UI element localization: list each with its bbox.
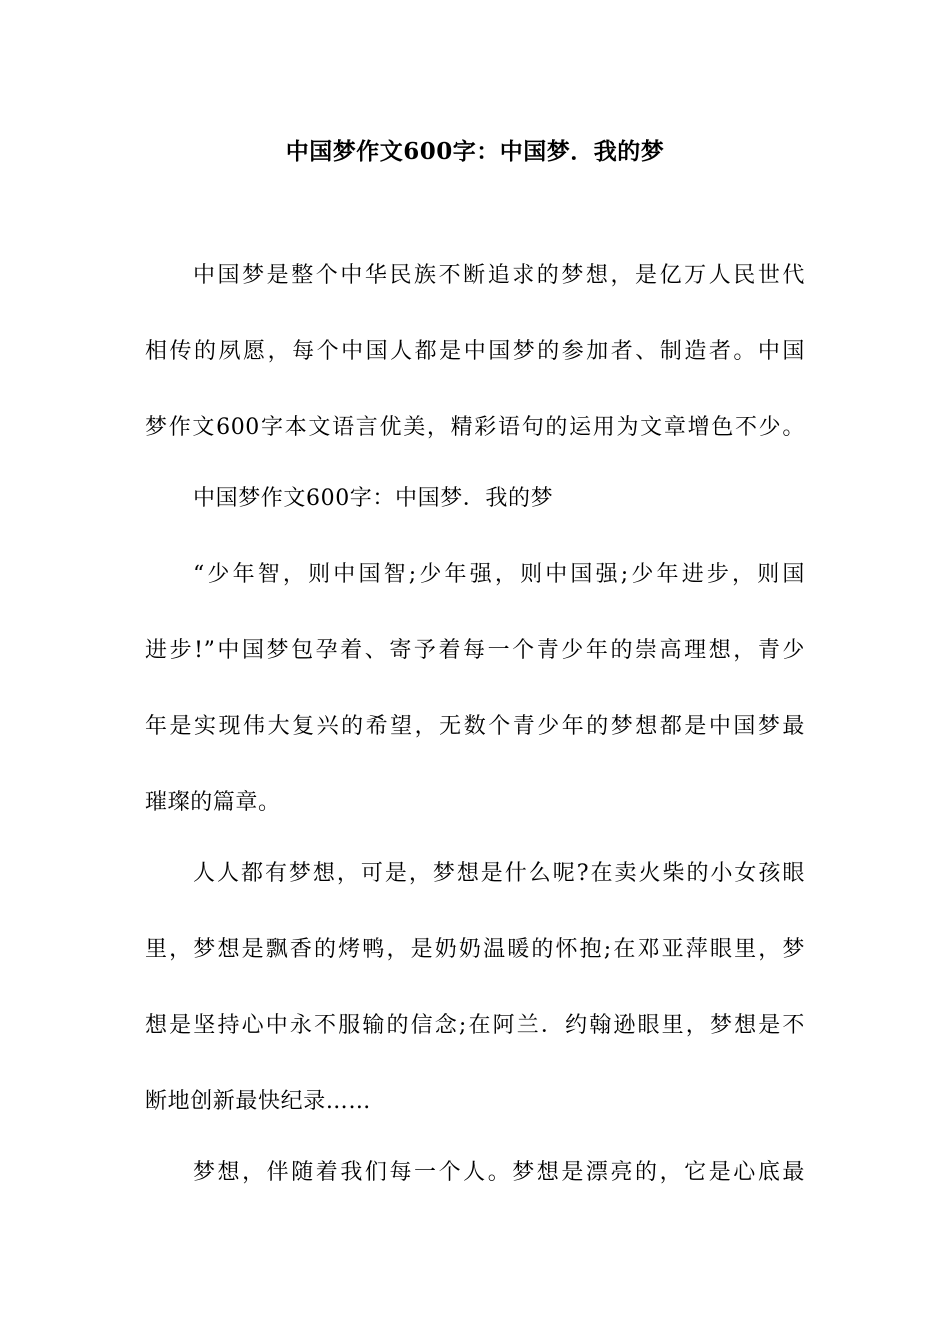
text-line: 相传的夙愿，每个中国人都是中国梦的参加者、制造者。中国 <box>145 339 805 364</box>
text-line: 里，梦想是飘香的烤鸭，是奶奶温暖的怀抱;在邓亚萍眼里，梦 <box>145 937 805 962</box>
text-line: 璀璨的篇章。 <box>145 790 281 815</box>
text-line: 进步!”中国梦包孕着、寄予着每一个青少年的崇高理想，青少 <box>145 638 805 663</box>
text-line: “少年智，则中国智;少年强，则中国强;少年进步，则国 <box>193 562 805 587</box>
text-line: 梦作文600字本文语言优美，精彩语句的运用为文章增色不少。 <box>145 415 805 440</box>
text-line: 年是实现伟大复兴的希望，无数个青少年的梦想都是中国梦最 <box>145 714 805 739</box>
text-line: 中国梦是整个中华民族不断追求的梦想，是亿万人民世代 <box>193 263 805 288</box>
text-line: 断地创新最快纪录…… <box>145 1089 372 1114</box>
text-line: 想是坚持心中永不服输的信念;在阿兰．约翰逊眼里，梦想是不 <box>145 1013 805 1038</box>
text-line: 中国梦作文600字：中国梦．我的梦 <box>193 486 554 511</box>
text-line: 梦想，伴随着我们每一个人。梦想是漂亮的，它是心底最 <box>193 1160 805 1185</box>
text-line: 人人都有梦想，可是，梦想是什么呢?在卖火柴的小女孩眼 <box>193 861 805 886</box>
document-title: 中国梦作文600字：中国梦．我的梦 <box>285 138 665 165</box>
